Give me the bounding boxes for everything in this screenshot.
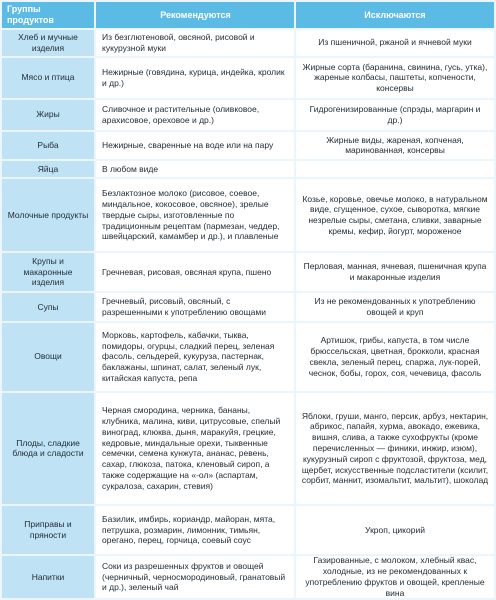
- recommended-cell: Гречневая, рисовая, овсяная крупа, пшено: [96, 253, 294, 291]
- table-header-row: [2, 2, 494, 28]
- header-product-groups: Группы продуктов: [2, 2, 94, 28]
- group-cell: Яйца: [2, 161, 94, 177]
- table-row: [2, 132, 494, 160]
- recommended-cell: Нежирные (говядина, курица, индейка, кролик и др.): [96, 58, 294, 98]
- excluded-cell: Артишок, грибы, капуста, в том числе брюссельская, цветная, брокколи, красная свекла, зеленый перец, спаржа, лук-порей, чеснок, бобы, горох, соя, чечевица, фасоль: [296, 323, 494, 391]
- group-cell: Мясо и птица: [2, 58, 94, 98]
- header-excluded: Исключаются: [296, 2, 494, 28]
- recommended-cell: Из безглютеновой, овсяной, рисовой и кукурузной муки: [96, 30, 294, 56]
- table-row: [2, 30, 494, 56]
- recommended-cell: В любом виде: [96, 161, 294, 177]
- table-row: [2, 179, 494, 251]
- table-row: [2, 100, 494, 130]
- group-cell: Крупы и макаронные изделия: [2, 253, 94, 291]
- recommended-cell: Нежирные, сваренные на воде или на пару: [96, 132, 294, 160]
- group-cell: Молочные продукты: [2, 179, 94, 251]
- group-cell: Жиры: [2, 100, 94, 130]
- group-cell: Рыба: [2, 132, 94, 160]
- excluded-cell: Яблоки, груши, манго, персик, арбуз, нектарин, абрикос, папайя, хурма, авокадо, ежевика, вишня, слива, а также сухофрукты (кроме перечисленных — финики, инжир, изюм), кукурузный сироп с фруктозой, фруктоза, мед, щербет, искусственные подсластители (ксилит, сорбит, маннит, изомальтит, мальтит), шоколад: [296, 393, 494, 505]
- group-cell: Хлеб и мучные изделия: [2, 30, 94, 56]
- excluded-cell: Укроп, цикорий: [296, 506, 494, 554]
- table-row: [2, 393, 494, 505]
- excluded-cell: Жирные сорта (баранина, свинина, гусь, утка), жареные колбасы, паштеты, копчености, консервы: [296, 58, 494, 98]
- recommended-cell: Морковь, картофель, кабачки, тыква, помидоры, огурцы, сладкий перец, зеленая фасоль, сельдерей, кукуруза, пастернак, баклажаны, шпинат, салат, зеленый лук, китайская капуста, репа: [96, 323, 294, 391]
- table-row: [2, 556, 494, 598]
- table-row: [2, 293, 494, 321]
- excluded-cell: [296, 161, 494, 177]
- excluded-cell: Жирные виды, жареная, копченая, маринованная, консервы: [296, 132, 494, 160]
- recommended-cell: Соки из разрешенных фруктов и овощей (черничный, черносмородиновый, гранатовый и др.), зеленый чай: [96, 556, 294, 598]
- header-recommended: Рекомендуются: [96, 2, 294, 28]
- excluded-cell: Перловая, манная, ячневая, пшеничная крупа и макаронные изделия: [296, 253, 494, 291]
- recommended-cell: Базилик, имбирь, кориандр, майоран, мята, петрушка, розмарин, лимонник, тимьян, орегано, перец, горчица, соевый соус: [96, 506, 294, 554]
- excluded-cell: Гидрогенизированные (спрэды, маргарин и др.): [296, 100, 494, 130]
- table-row: [2, 161, 494, 177]
- recommended-cell: Безлактозное молоко (рисовое, соевое, миндальное, кокосовое, овсяное), зрелые твердые сыры, изготовленные по традиционным рецептам (пармезан, чеддер, швейцарский, камамбер и др.), и плавленые: [96, 179, 294, 251]
- recommended-cell: Гречневый, рисовый, овсяный, с разрешенными к употреблению овощами: [96, 293, 294, 321]
- recommended-cell: Черная смородина, черника, бананы, клубника, малина, киви, цитрусовые, спелый виноград, клюква, дыня, маракуйя, грецкие, кедровые, миндальные орехи, тыквенные семечки, семена кунжута, ананас, ревень, сахар, глюкоза, патока, кленовый сироп, а также содержащие на «-ол» (аспартам, сукралоза, сахарин, стевия): [96, 393, 294, 505]
- excluded-cell: Из не рекомендованных к употреблению овощей и круп: [296, 293, 494, 321]
- table-row: [2, 506, 494, 554]
- diet-table: [2, 2, 494, 598]
- table-row: [2, 58, 494, 98]
- group-cell: Напитки: [2, 556, 94, 598]
- excluded-cell: Из пшеничной, ржаной и ячневой муки: [296, 30, 494, 56]
- group-cell: Овощи: [2, 323, 94, 391]
- excluded-cell: Газированные, с молоком, хлебный квас, холодные, из не рекомендованных к употреблению фруктов и овощей, крепленые вина: [296, 556, 494, 598]
- excluded-cell: Козье, коровье, овечье молоко, в натуральном виде, сгущенное, сухое, сыворотка, мягкие незрелые сыры, сметана, сливки, заварные кремы, кефир, йогурт, мороженое: [296, 179, 494, 251]
- table-row: [2, 323, 494, 391]
- recommended-cell: Сливочное и растительные (оливковое, арахисовое, ореховое и др.): [96, 100, 294, 130]
- group-cell: Плоды, сладкие блюда и сладости: [2, 393, 94, 505]
- group-cell: Супы: [2, 293, 94, 321]
- table-row: [2, 253, 494, 291]
- group-cell: Приправы и пряности: [2, 506, 94, 554]
